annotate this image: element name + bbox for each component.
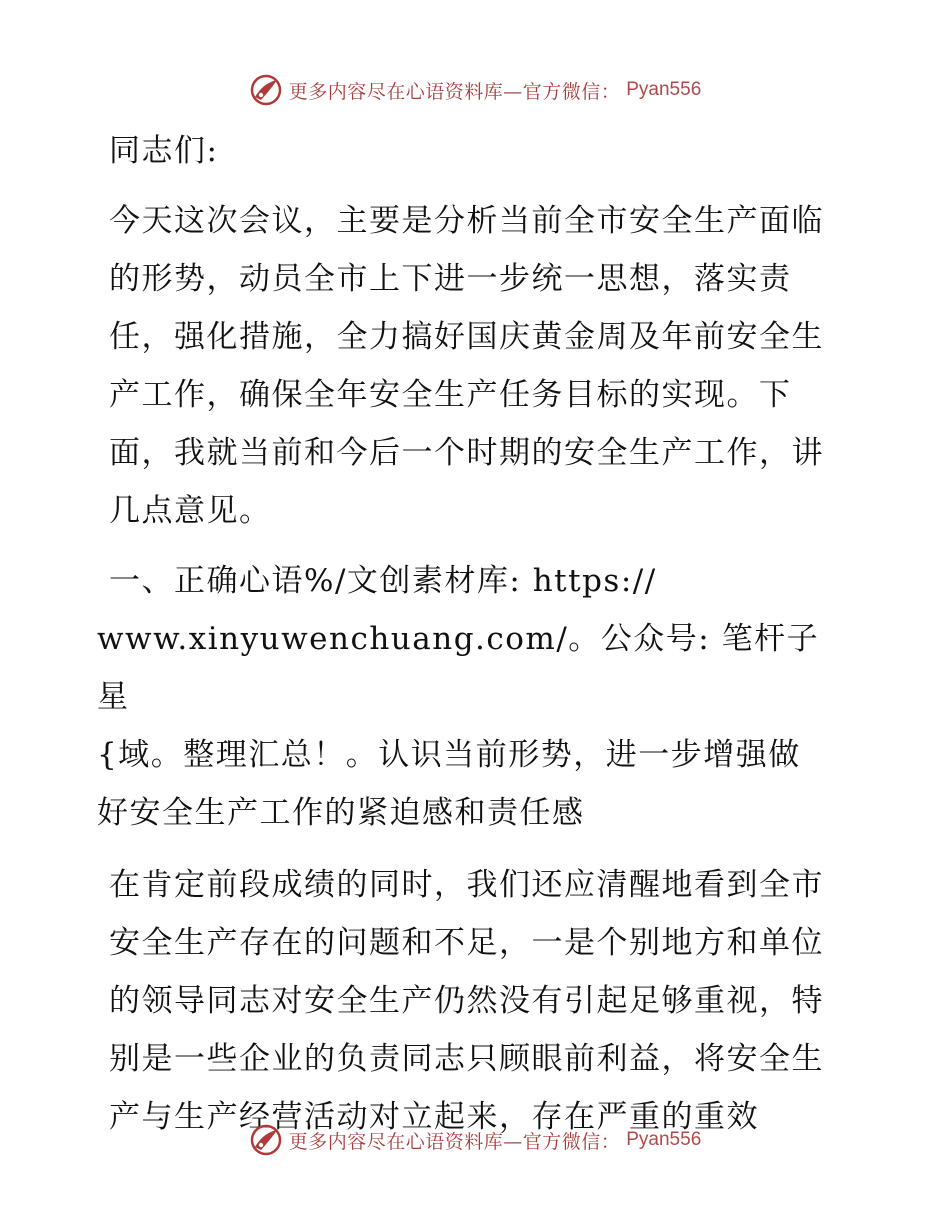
heading-line-1: 一、正确心语%/文创素材库: https:// bbox=[109, 563, 657, 599]
document-body bbox=[97, 122, 849, 1146]
heading-line-4: 好安全生产工作的紧迫感和责任感 bbox=[97, 795, 585, 831]
footer-wechat-id: Pyan556 bbox=[626, 1129, 702, 1150]
heading-line-3: {域。整理汇总！。认识当前形势，进一步增强做 bbox=[97, 737, 801, 773]
footer-banner-text: 更多内容尽在心语资料库—官方微信： bbox=[288, 1130, 621, 1153]
pen-nib-logo-icon bbox=[249, 1123, 283, 1157]
paragraph-problems: 在肯定前段成绩的同时，我们还应清醒地看到全市安全生产存在的问题和不足，一是个别地方和单位的领导同志对安全生产仍然没有引起足够重视，特别是一些企业的负责同志只顾眼前利益，将安全生产与生产经营活动对立起来，存在严重的重效 bbox=[109, 867, 824, 1135]
footer-banner bbox=[0, 1120, 950, 1160]
section-heading-1 bbox=[97, 552, 849, 842]
header-wechat-id: Pyan556 bbox=[626, 79, 702, 100]
header-banner bbox=[0, 70, 950, 110]
greeting: 同志们: bbox=[109, 133, 219, 169]
heading-line-2: www.xinyuwenchuang.com/。公众号: 笔杆子星 bbox=[97, 621, 820, 715]
pen-nib-logo-icon bbox=[249, 73, 283, 107]
paragraph-intro: 今天这次会议，主要是分析当前全市安全生产面临的形势，动员全市上下进一步统一思想，落实责任，强化措施，全力搞好国庆黄金周及年前安全生产工作，确保全年安全生产任务目标的实现。下面，我就当前和今后一个时期的安全生产工作，讲几点意见。 bbox=[109, 203, 824, 529]
header-banner-text: 更多内容尽在心语资料库—官方微信： bbox=[288, 80, 621, 103]
